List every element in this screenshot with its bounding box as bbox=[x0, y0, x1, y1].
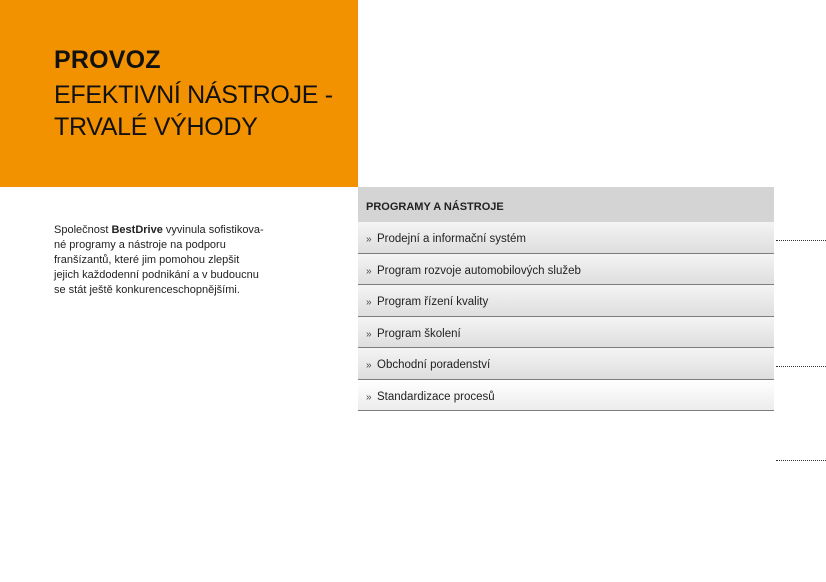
dotted-leader bbox=[776, 460, 826, 462]
list-item-label: Program školení bbox=[377, 327, 461, 340]
intro-line: né programy a nástroje na podporu bbox=[54, 239, 226, 251]
list-item bbox=[358, 317, 774, 349]
bullet-icon: » bbox=[366, 265, 372, 277]
intro-line: jejich každodenní podnikání a v budoucnu bbox=[54, 269, 259, 281]
page-title: PROVOZ bbox=[54, 46, 161, 74]
dotted-leader bbox=[776, 240, 826, 242]
subtitle-line: TRVALÉ VÝHODY bbox=[54, 113, 258, 141]
intro-paragraph bbox=[54, 223, 299, 298]
list-item bbox=[358, 222, 774, 254]
intro-line: franšízantů, které jim pomohou zlepšit bbox=[54, 254, 240, 266]
intro-line: se stát ještě konkurenceschopnějšími. bbox=[54, 284, 240, 296]
list-item-label: Prodejní a informační systém bbox=[377, 233, 526, 245]
list-item-label: Program řízení kvality bbox=[377, 296, 489, 308]
panel-header: PROGRAMY A NÁSTROJE bbox=[358, 187, 774, 222]
list-item bbox=[358, 285, 774, 317]
list-item bbox=[358, 348, 774, 380]
programs-panel bbox=[358, 187, 774, 411]
page-subtitle bbox=[54, 79, 333, 143]
intro-text: Společnost bbox=[54, 224, 112, 236]
bullet-icon: » bbox=[366, 391, 372, 403]
list-item bbox=[358, 380, 774, 412]
list-item-label: Program rozvoje automobilových služeb bbox=[377, 264, 581, 277]
list-item-label: Obchodní poradenství bbox=[377, 359, 491, 371]
bullet-icon: » bbox=[366, 360, 372, 371]
intro-line bbox=[54, 223, 299, 238]
bullet-icon: » bbox=[366, 328, 372, 340]
bullet-icon: » bbox=[366, 234, 372, 245]
subtitle-line: EFEKTIVNÍ NÁSTROJE - bbox=[54, 81, 333, 109]
bullet-icon: » bbox=[366, 297, 372, 308]
list-item-label: Standardizace procesů bbox=[377, 390, 495, 403]
list-item bbox=[358, 254, 774, 286]
dotted-leader bbox=[776, 366, 826, 368]
hero-banner bbox=[0, 0, 358, 187]
brand-name: BestDrive bbox=[111, 224, 163, 236]
intro-text: vyvinula sofistikova- bbox=[162, 224, 264, 236]
